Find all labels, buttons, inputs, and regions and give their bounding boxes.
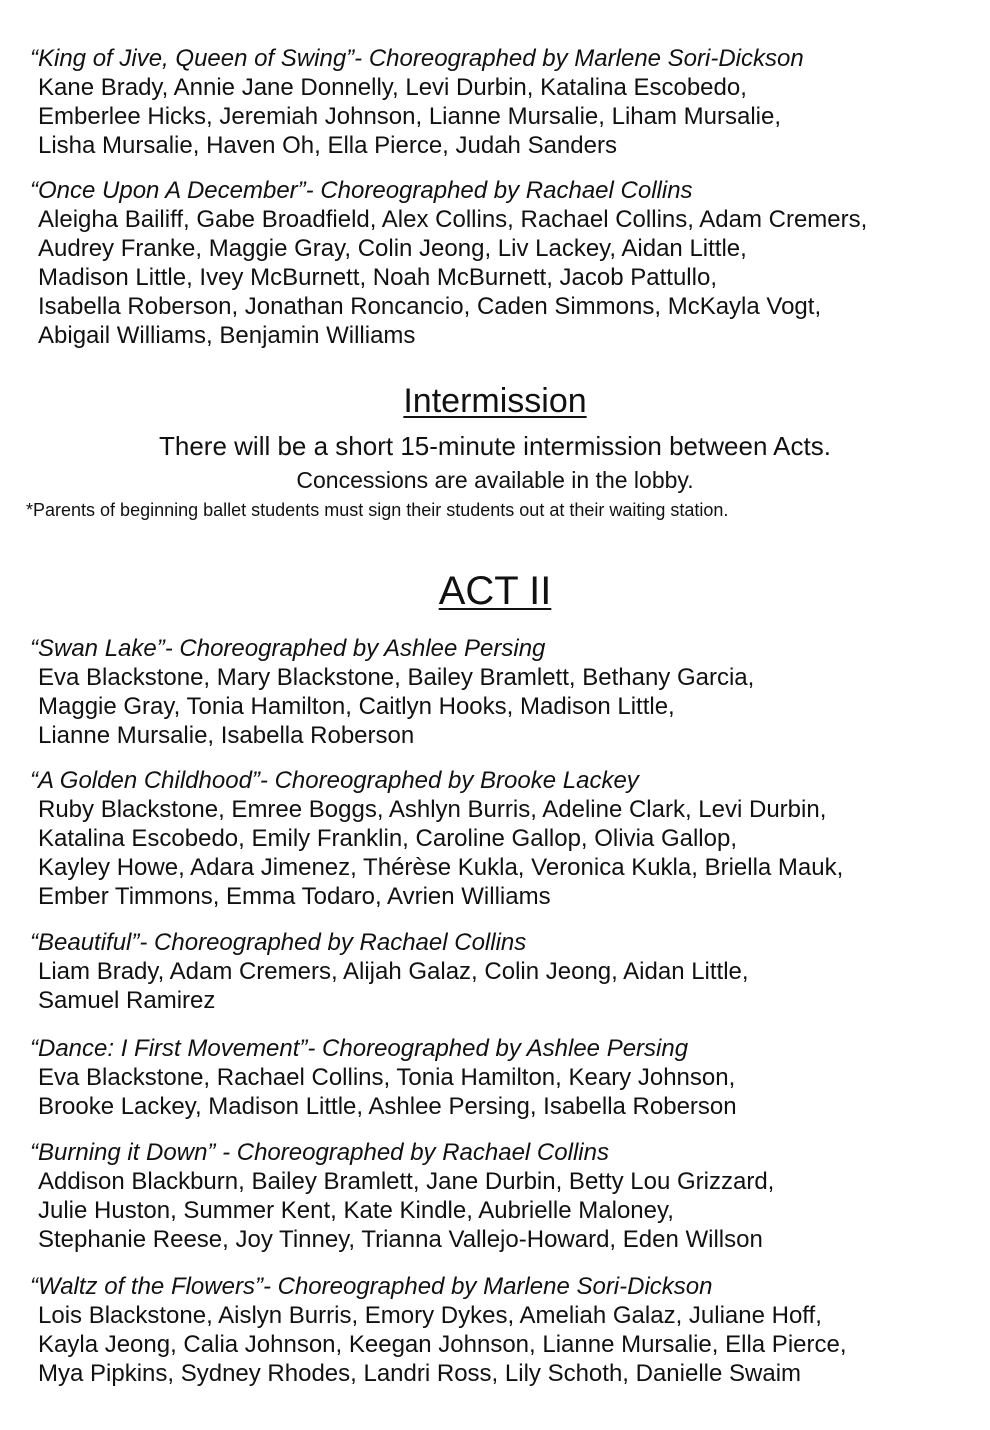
cast-line: Aleigha Bailiff, Gabe Broadfield, Alex Collins, Rachael Collins, Adam Cremers, — [38, 206, 868, 233]
piece-waltz-of-the-flowers — [30, 1272, 970, 1388]
piece-dance-first-movement — [30, 1034, 970, 1121]
cast-line: Lois Blackstone, Aislyn Burris, Emory Dykes, Ameliah Galaz, Juliane Hoff, — [38, 1302, 822, 1329]
cast-line: Liam Brady, Adam Cremers, Alijah Galaz, Colin Jeong, Aidan Little, — [38, 958, 749, 985]
cast-line: Samuel Ramirez — [38, 987, 216, 1014]
act-ii-heading: ACT II — [438, 569, 552, 613]
piece-swan-lake — [30, 634, 970, 750]
piece-title: “Burning it Down” - Choreographed by Rachael Collins — [30, 1139, 609, 1166]
piece-title: “A Golden Childhood”- Choreographed by Brooke Lackey — [30, 767, 639, 794]
cast-line: Julie Huston, Summer Kent, Kate Kindle, Aubrielle Maloney, — [38, 1197, 674, 1224]
cast-line: Eva Blackstone, Mary Blackstone, Bailey Bramlett, Bethany Garcia, — [38, 664, 755, 691]
cast-line: Stephanie Reese, Joy Tinney, Trianna Vallejo-Howard, Eden Willson — [38, 1226, 763, 1253]
cast-line: Ruby Blackstone, Emree Boggs, Ashlyn Burris, Adeline Clark, Levi Durbin, — [38, 796, 827, 823]
intermission-heading: Intermission — [403, 382, 587, 420]
piece-beautiful — [30, 928, 970, 1015]
piece-once-upon-a-december — [30, 176, 970, 350]
cast-line: Isabella Roberson, Jonathan Roncancio, Caden Simmons, McKayla Vogt, — [38, 293, 822, 320]
cast-line: Addison Blackburn, Bailey Bramlett, Jane Durbin, Betty Lou Grizzard, — [38, 1168, 775, 1195]
cast-line: Ember Timmons, Emma Todaro, Avrien Williams — [38, 883, 551, 910]
cast-line: Mya Pipkins, Sydney Rhodes, Landri Ross, Lily Schoth, Danielle Swaim — [38, 1360, 802, 1387]
concessions-line: Concessions are available in the lobby. — [296, 467, 694, 493]
piece-burning-it-down — [30, 1138, 970, 1254]
cast-line: Katalina Escobedo, Emily Franklin, Caroline Gallop, Olivia Gallop, — [38, 825, 737, 852]
piece-title: “Swan Lake”- Choreographed by Ashlee Persing — [30, 635, 546, 662]
cast-line: Kane Brady, Annie Jane Donnelly, Levi Durbin, Katalina Escobedo, — [38, 74, 747, 101]
piece-a-golden-childhood — [30, 766, 970, 911]
cast-line: Emberlee Hicks, Jeremiah Johnson, Lianne Mursalie, Liham Mursalie, — [38, 103, 781, 130]
piece-title: “Waltz of the Flowers”- Choreographed by Marlene Sori-Dickson — [30, 1273, 713, 1300]
piece-title: “Once Upon A December”- Choreographed by Rachael Collins — [30, 177, 693, 204]
cast-line: Brooke Lackey, Madison Little, Ashlee Persing, Isabella Roberson — [38, 1093, 737, 1120]
parents-note: *Parents of beginning ballet students must sign their students out at their waiting station. — [26, 500, 729, 520]
piece-title: “King of Jive, Queen of Swing”- Choreographed by Marlene Sori-Dickson — [30, 45, 804, 72]
piece-king-of-jive — [30, 44, 970, 160]
piece-title: “Dance: I First Movement”- Choreographed by Ashlee Persing — [30, 1035, 689, 1062]
cast-line: Abigail Williams, Benjamin Williams — [38, 322, 416, 349]
cast-line: Lisha Mursalie, Haven Oh, Ella Pierce, Judah Sanders — [38, 132, 617, 159]
cast-line: Eva Blackstone, Rachael Collins, Tonia Hamilton, Keary Johnson, — [38, 1064, 736, 1091]
cast-line: Lianne Mursalie, Isabella Roberson — [38, 722, 415, 749]
cast-line: Kayley Howe, Adara Jimenez, Thérèse Kukla, Veronica Kukla, Briella Mauk, — [38, 854, 844, 881]
cast-line: Audrey Franke, Maggie Gray, Colin Jeong, Liv Lackey, Aidan Little, — [38, 235, 747, 262]
cast-line: Maggie Gray, Tonia Hamilton, Caitlyn Hooks, Madison Little, — [38, 693, 675, 720]
piece-title: “Beautiful”- Choreographed by Rachael Collins — [30, 929, 527, 956]
intermission-line: There will be a short 15-minute intermission between Acts. — [159, 431, 831, 461]
cast-line: Kayla Jeong, Calia Johnson, Keegan Johnson, Lianne Mursalie, Ella Pierce, — [38, 1331, 847, 1358]
cast-line: Madison Little, Ivey McBurnett, Noah McBurnett, Jacob Pattullo, — [38, 264, 717, 291]
